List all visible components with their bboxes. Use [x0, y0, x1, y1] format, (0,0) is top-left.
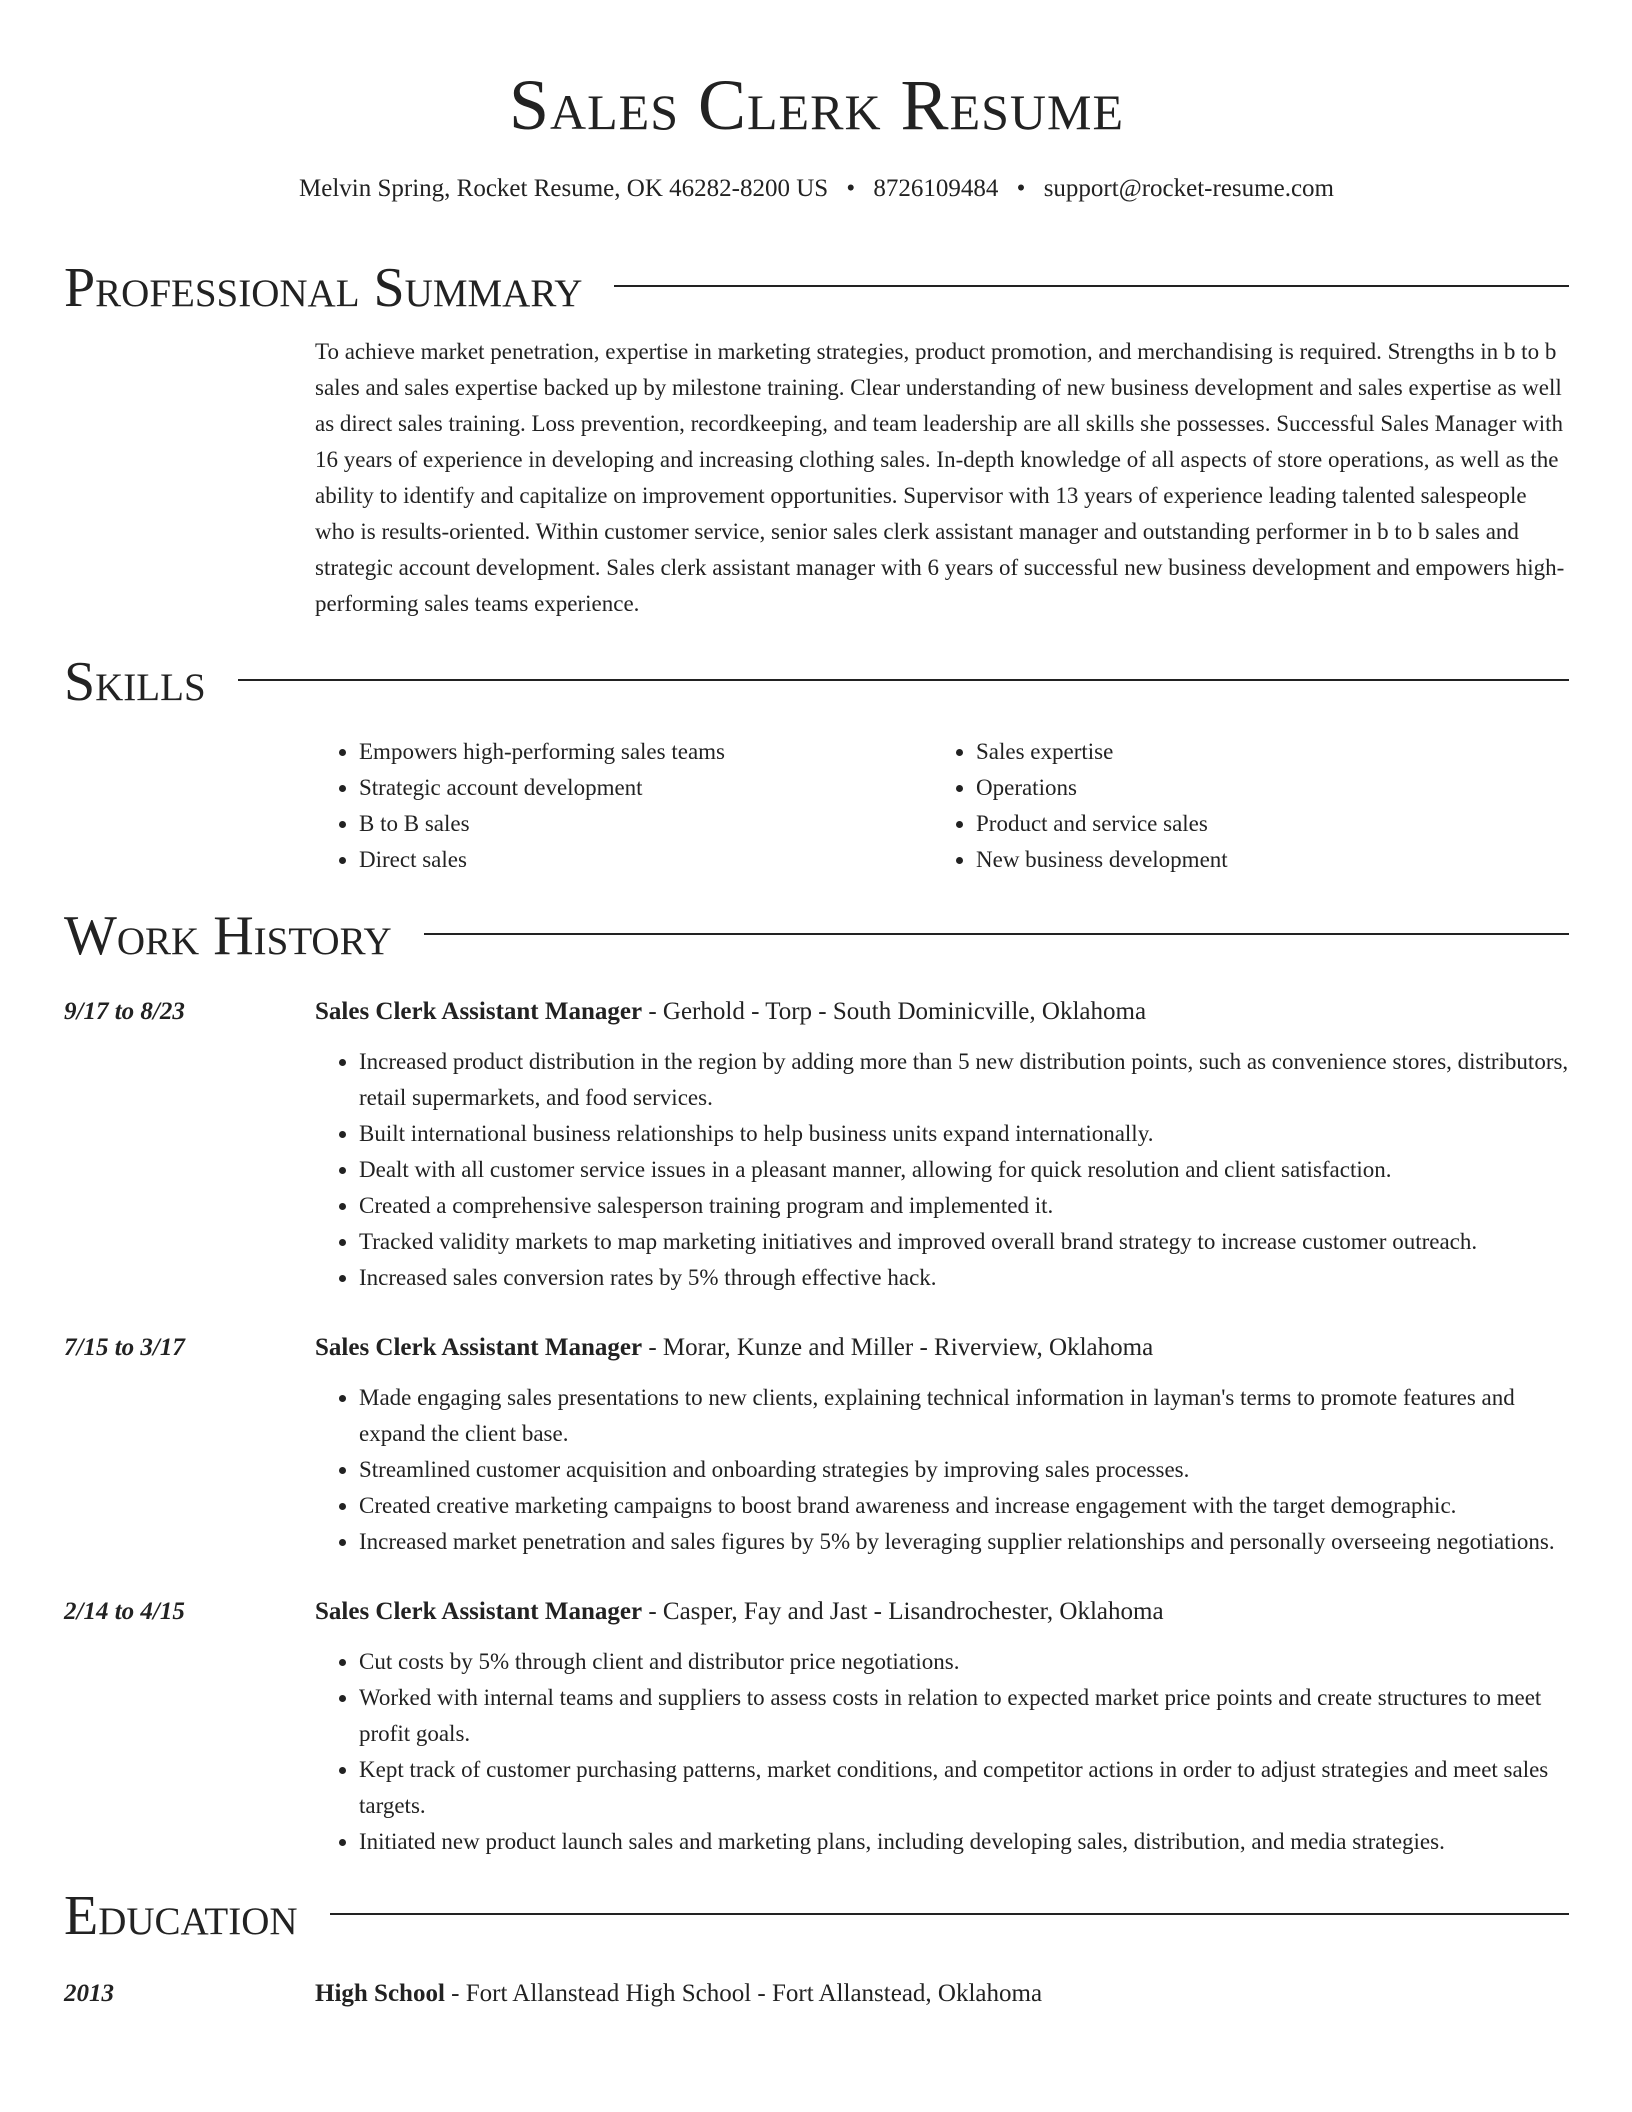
education-school: Fort Allanstead High School - Fort Allanstead, Oklahoma: [465, 1980, 1043, 2007]
job-dates: 2/14 to 4/15: [64, 1598, 185, 1625]
job-entry: [64, 994, 1569, 1296]
section-divider: [330, 1913, 1569, 1915]
skill-item: • Direct sales: [359, 842, 932, 878]
skill-item: • Sales expertise: [976, 734, 1549, 770]
skills-column-left: [315, 734, 932, 878]
section-title: Professional Summary: [64, 257, 583, 319]
skill-item: • Operations: [976, 770, 1549, 806]
job-bullet: • Built international business relationships to help business units expand internationally.: [359, 1116, 1569, 1152]
job-bullet: • Worked with internal teams and suppliers to assess costs in relation to expected market price points and create structures to meet profit goals.: [359, 1680, 1569, 1752]
resume-title: Sales Clerk Resume: [508, 65, 1125, 145]
job-bullet: • Kept track of customer purchasing patterns, market conditions, and competitor actions in order to adjust strategies and meet sales targets.: [359, 1752, 1569, 1824]
education-heading: High School - Fort Allanstead High School - Fort Allanstead, Oklahoma: [315, 1980, 1043, 2007]
section-heading-education: [64, 1884, 1569, 1948]
job-entry: [64, 1594, 1569, 1860]
contact-separator: •: [1016, 175, 1026, 202]
skill-item: • Empowers high-performing sales teams: [359, 734, 932, 770]
skills-column-right: [932, 734, 1549, 878]
job-heading: Sales Clerk Assistant Manager - Gerhold - Torp - South Dominicville, Oklahoma: [315, 998, 1147, 1025]
job-title: Sales Clerk Assistant Manager: [315, 998, 643, 1025]
job-bullet: • Initiated new product launch sales and marketing plans, including developing sales, distribution, and media strategies.: [359, 1824, 1569, 1860]
skills-list: [315, 734, 1569, 878]
contact-line: [64, 172, 1569, 206]
job-bullet: • Made engaging sales presentations to new clients, explaining technical information in layman's terms to promote features and expand the client base.: [359, 1380, 1569, 1452]
contact-address: Melvin Spring, Rocket Resume, OK 46282-8200 US: [299, 175, 829, 202]
contact-email: support@rocket-resume.com: [1043, 175, 1334, 202]
job-bullet: • Created creative marketing campaigns to boost brand awareness and increase engagement with the target demographic.: [359, 1488, 1569, 1524]
education-dates: 2013: [64, 1980, 114, 2007]
job-bullet: • Streamlined customer acquisition and onboarding strategies by improving sales processes.: [359, 1452, 1569, 1488]
job-dates: 7/15 to 3/17: [64, 1334, 185, 1361]
section-heading-summary: [64, 256, 1569, 320]
job-bullet: • Cut costs by 5% through client and distributor price negotiations.: [359, 1644, 1569, 1680]
job-company: Casper, Fay and Jast - Lisandrochester, Oklahoma: [662, 1598, 1164, 1625]
job-bullet: • Tracked validity markets to map marketing initiatives and improved overall brand strategy to increase customer outreach.: [359, 1224, 1569, 1260]
job-company: Gerhold - Torp - South Dominicville, Oklahoma: [662, 998, 1147, 1025]
job-company: Morar, Kunze and Miller - Riverview, Oklahoma: [662, 1334, 1154, 1361]
job-bullets: [315, 1380, 1569, 1560]
skill-item: • B to B sales: [359, 806, 932, 842]
job-bullet: • Increased sales conversion rates by 5% through effective hack.: [359, 1260, 1569, 1296]
job-entry: [64, 1330, 1569, 1560]
job-title: Sales Clerk Assistant Manager: [315, 1598, 643, 1625]
job-bullet: • Increased product distribution in the region by adding more than 5 new distribution points, such as convenience stores, distributors, retail supermarkets, and food services.: [359, 1044, 1569, 1116]
contact-phone: 8726109484: [873, 175, 999, 202]
skill-item: • New business development: [976, 842, 1549, 878]
education-entry: [64, 1976, 1569, 2012]
job-bullet: • Created a comprehensive salesperson training program and implemented it.: [359, 1188, 1569, 1224]
section-title: Education: [64, 1885, 298, 1947]
summary-text: To achieve market penetration, expertise in marketing strategies, product promotion, and merchandising is required. Strengths in b to b sales and sales expertise backed up by milestone training. Clear understanding of new business development and sales expertise as well as direct sales training. Loss prevention, recordkeeping, and team leadership are all skills she possesses. Successful Sales Manager with 16 years of experience in developing and increasing clothing sales. In-depth knowledge of all aspects of store operations, as well as the ability to identify and capitalize on improvement opportunities. Supervisor with 13 years of experience leading talented salespeople who is results-oriented. Within customer service, senior sales clerk assistant manager and outstanding performer in b to b sales and strategic account development. Sales clerk assistant manager with 6 years of successful new business development and empowers high-performing sales teams experience.: [315, 339, 1565, 616]
job-heading: Sales Clerk Assistant Manager - Morar, Kunze and Miller - Riverview, Oklahoma: [315, 1334, 1154, 1361]
skill-item: • Product and service sales: [976, 806, 1549, 842]
section-heading-work-history: [64, 904, 1569, 968]
job-title: Sales Clerk Assistant Manager: [315, 1334, 643, 1361]
education-degree: High School: [315, 1980, 445, 2007]
section-divider: [424, 933, 1569, 935]
resume-page: [64, 0, 1569, 2012]
section-heading-skills: [64, 650, 1569, 714]
job-dates: 9/17 to 8/23: [64, 998, 185, 1025]
job-bullets: [315, 1044, 1569, 1296]
job-bullet: • Dealt with all customer service issues in a pleasant manner, allowing for quick resolution and client satisfaction.: [359, 1152, 1569, 1188]
job-bullet: • Increased market penetration and sales figures by 5% by leveraging supplier relationships and personally overseeing negotiations.: [359, 1524, 1569, 1560]
job-heading: Sales Clerk Assistant Manager - Casper, Fay and Jast - Lisandrochester, Oklahoma: [315, 1598, 1164, 1625]
section-title: Skills: [64, 651, 206, 713]
section-title: Work History: [64, 905, 392, 967]
section-divider: [614, 285, 1569, 287]
skill-item: • Strategic account development: [359, 770, 932, 806]
section-divider: [238, 679, 1569, 681]
contact-separator: •: [846, 175, 856, 202]
job-bullets: [315, 1644, 1569, 1860]
